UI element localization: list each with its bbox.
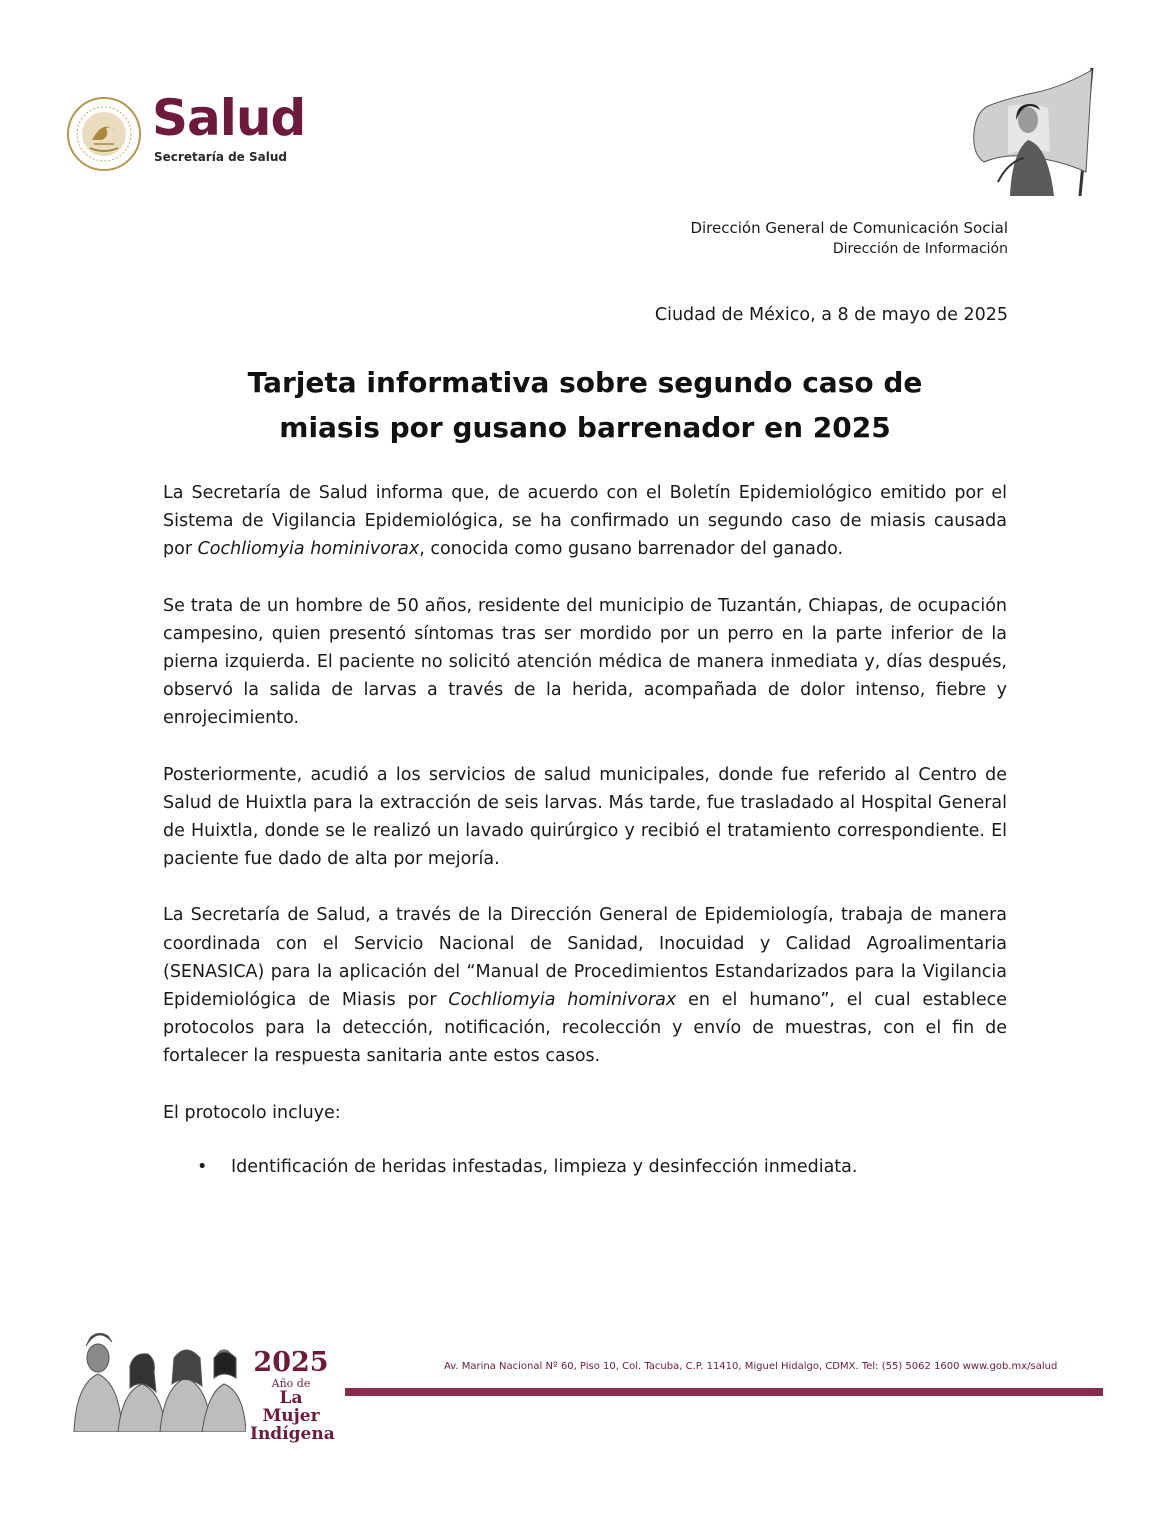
title-line-2: miasis por gusano barrenador en 2025 (279, 411, 891, 444)
paragraph-4 (163, 901, 1007, 1070)
document-body (163, 479, 1007, 1181)
woman-with-flag-illustration (968, 62, 1104, 198)
protocol-list (163, 1153, 1007, 1181)
footer-divider (345, 1388, 1103, 1396)
department-name: Dirección General de Comunicación Social (690, 219, 1008, 237)
mexico-seal-icon (66, 96, 142, 172)
document-title (160, 360, 1010, 450)
footer-address: Av. Marina Nacional Nº 60, Piso 10, Col. Tacuba, C.P. 11410, Miguel Hidalgo, CDMX. Tel: (55) 5062 1600 www.gob.mx/salud (444, 1361, 1058, 1372)
species-name: Cochliomyia hominivorax (197, 539, 420, 560)
paragraph-4-text-b: en el humano”, el cual establece protocolos para la detección, notificación, recolección y envío de muestras, con el fin de fortalecer la respuesta sanitaria ante estos casos. (163, 990, 1007, 1067)
paragraph-1-text-b: , conocida como gusano barrenador del ganado. (419, 539, 844, 560)
paragraph-1-text-a: La Secretaría de Salud informa que, de acuerdo con el Boletín Epidemiológico emitido por el Sistema de Vigilancia Epidemiológica, se ha confirmado un segundo caso de miasis causada por (163, 483, 1007, 560)
paragraph-3: Posteriormente, acudió a los servicios de salud municipales, donde fue referido al Centro de Salud de Huixtla para la extracción de seis larvas. Más tarde, fue trasladado al Hospital General de Huixtla, donde se le realizó un lavado quirúrgico y recibió el tratamiento correspondiente. El paciente fue dado de alta por mejoría. (163, 764, 1007, 870)
year-caption-line-3: Indígena (250, 1424, 335, 1444)
office-name: Dirección de Información (832, 241, 1008, 257)
paragraph-4-text-a: La Secretaría de Salud, a través de la Dirección General de Epidemiología, trabaja de manera coordinada con el Servicio Nacional de Sanidad, Inocuidad y Calidad Agroalimentaria (SENASICA) para la aplicación del “Manual de Procedimientos Estandarizados para la Vigilancia Epidemiológica de Miasis por (163, 905, 1007, 1011)
paragraph-2: Se trata de un hombre de 50 años, residente del municipio de Tuzantán, Chiapas, de ocupación campesino, quien presentó síntomas tras ser mordido por un perro en la parte inferior de la pierna izquierda. El paciente no solicitó atención médica de manera inmediata y, días después, observó la salida de larvas a través de la herida, acompañada de dolor intenso, fiebre y enrojecimiento. (163, 595, 1007, 729)
species-name: Cochliomyia hominivorax (448, 990, 677, 1011)
paragraph-1 (163, 479, 1007, 564)
salud-logo (66, 89, 316, 174)
department-block (690, 218, 1008, 260)
list-item (197, 1153, 1007, 1181)
paragraph-5: El protocolo incluye: (163, 1102, 341, 1123)
year-caption: Año de (271, 1377, 311, 1390)
list-item-text: Identificación de heridas infestadas, limpieza y desinfección inmediata. (231, 1156, 858, 1177)
year-caption-line-2: La Mujer (262, 1388, 320, 1426)
date-line: Ciudad de México, a 8 de mayo de 2025 (654, 305, 1008, 325)
indigenous-women-illustration (68, 1322, 246, 1432)
title-line-1: Tarjeta informativa sobre segundo caso de (247, 366, 923, 399)
year-number: 2025 (253, 1347, 329, 1378)
brand-name: Salud (152, 89, 306, 147)
brand-subtitle: Secretaría de Salud (154, 150, 287, 164)
bullet-icon: • (197, 1156, 208, 1177)
year-of-indigenous-woman-logo (250, 1347, 335, 1444)
